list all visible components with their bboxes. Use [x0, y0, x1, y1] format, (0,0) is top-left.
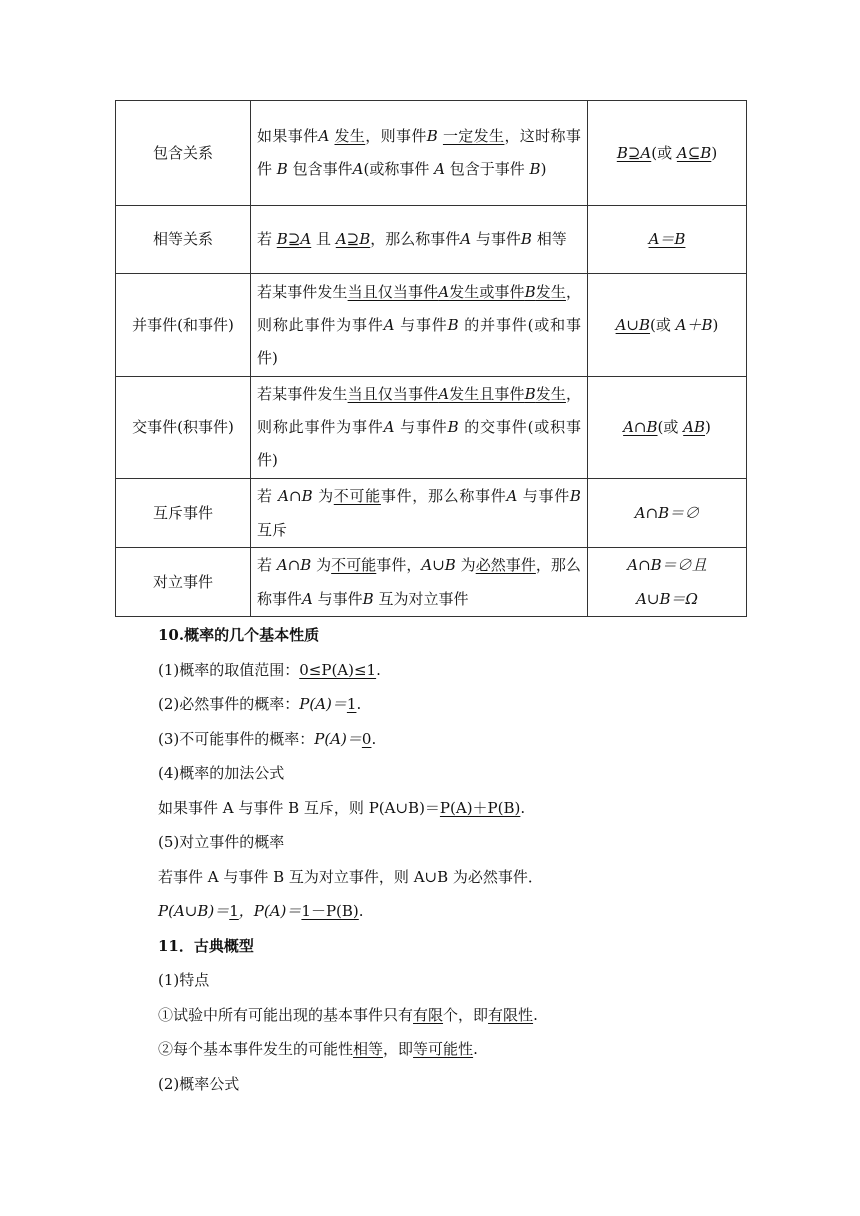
- property-addition-formula: 如果事件 A 与事件 B 互斥，则 P(A∪B)＝P(A)＋P(B).: [158, 798, 526, 817]
- property-addition-label: (4)概率的加法公式: [158, 764, 285, 782]
- table-row: [116, 274, 747, 377]
- relation-description: 若某事件发生当且仅当事件A发生或事件B发生，则称此事件为事件A 与事件B 的并事件(或和事件): [251, 274, 588, 377]
- table-row: [116, 101, 747, 206]
- table-row: [116, 548, 747, 617]
- event-relations-table: [115, 100, 747, 617]
- classic-feature-2: ②每个基本事件发生的可能性相等，即等可能性.: [158, 1040, 478, 1058]
- relation-notation: A∪B(或 A＋B): [588, 274, 747, 377]
- relation-name: 互斥事件: [116, 479, 251, 548]
- section-heading: 11．古典概型: [158, 936, 254, 955]
- relation-name: 并事件(和事件): [116, 274, 251, 377]
- relation-notation: A∩B(或 AB): [588, 377, 747, 479]
- relation-name: 对立事件: [116, 548, 251, 617]
- classic-feature-1: ①试验中所有可能出现的基本事件只有有限个，即有限性.: [158, 1005, 538, 1024]
- section-heading: 10.概率的几个基本性质: [158, 626, 320, 644]
- relation-description: 若 B⊇A 且 A⊇B，那么称事件A 与事件B 相等: [251, 206, 588, 274]
- classic-features-label: (1)特点: [158, 971, 210, 989]
- relation-notation: B⊇A(或 A⊆B): [588, 101, 747, 206]
- relation-description: 若 A∩B 为不可能事件，A∪B 为必然事件，那么称事件A 与事件B 互为对立事件: [251, 548, 588, 617]
- probability-notes: [158, 618, 758, 1101]
- table-row: [116, 206, 747, 274]
- table-row: [116, 479, 747, 548]
- property-impossible: (3)不可能事件的概率：P(A)＝0.: [158, 729, 377, 748]
- relation-description: 若某事件发生当且仅当事件A发生且事件B发生，则称此事件为事件A 与事件B 的交事件(或积事件): [251, 377, 588, 479]
- relation-description: 若 A∩B 为不可能事件，那么称事件A 与事件B 互斥: [251, 479, 588, 548]
- relation-notation: A∩B＝∅: [588, 479, 747, 548]
- table-row: [116, 377, 747, 479]
- property-complement-label: (5)对立事件的概率: [158, 833, 285, 851]
- relation-notation: A＝B: [588, 206, 747, 274]
- relation-name: 交事件(积事件): [116, 377, 251, 479]
- relation-notation: A∩B＝∅且 A∪B＝Ω: [588, 548, 747, 617]
- property-range: (1)概率的取值范围：0≤P(A)≤1.: [158, 660, 381, 679]
- relation-name: 包含关系: [116, 101, 251, 206]
- classic-formula-label: (2)概率公式: [158, 1074, 240, 1093]
- relation-name: 相等关系: [116, 206, 251, 274]
- property-certain: (2)必然事件的概率：P(A)＝1.: [158, 695, 362, 713]
- property-complement-text: 若事件 A 与事件 B 互为对立事件，则 A∪B 为必然事件．: [158, 867, 543, 886]
- relation-description: 如果事件A 发生，则事件B 一定发生，这时称事件 B 包含事件A(或称事件 A 包含于事件 B): [251, 101, 588, 206]
- property-complement-formula: P(A∪B)＝1，P(A)＝1－P(B).: [158, 902, 364, 920]
